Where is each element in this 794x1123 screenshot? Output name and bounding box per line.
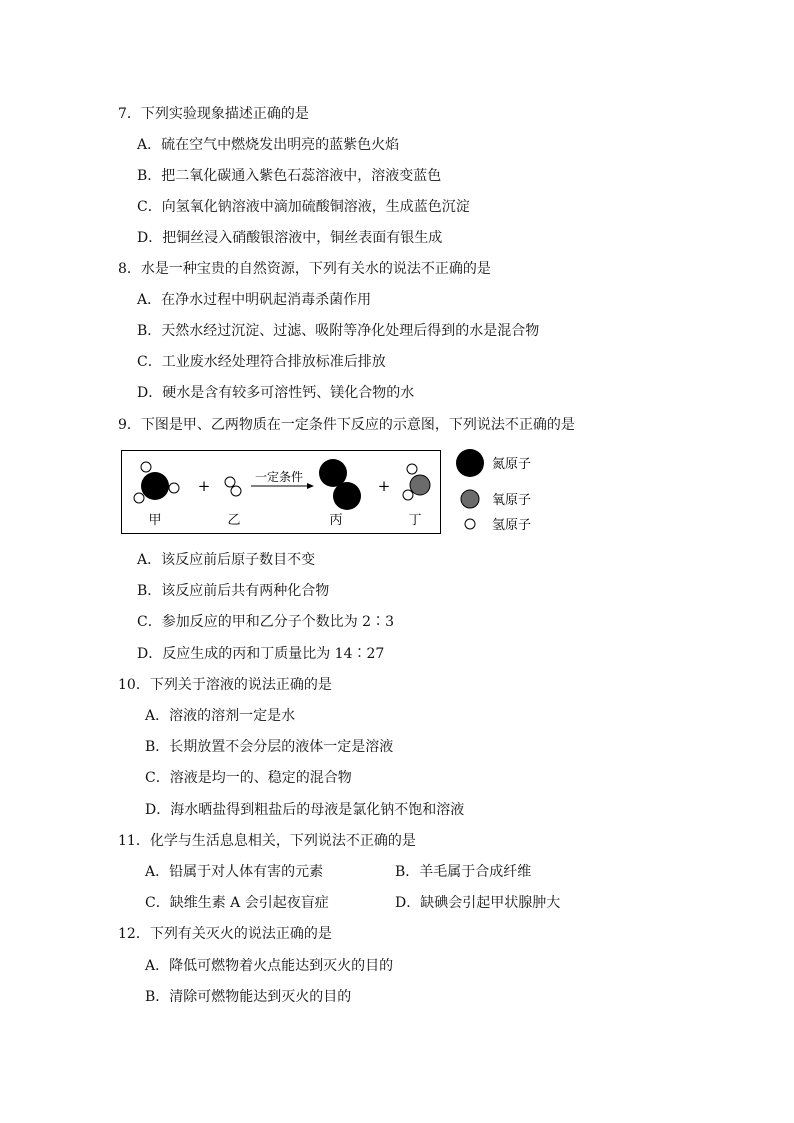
atom-legend <box>454 446 594 538</box>
q10-option-a: A．溶液的溶剂一定是水 <box>145 708 296 724</box>
q10-option-b: B．长期放置不会分层的液体一定是溶液 <box>145 739 394 755</box>
q10-stem: 10．下列关于溶液的说法正确的是 <box>118 677 332 693</box>
q8-option-b: B．天然水经过沉淀、过滤、吸附等净化处理后得到的水是混合物 <box>137 323 540 339</box>
label-ding: 丁 <box>408 513 422 528</box>
q11-stem: 11．化学与生活息息相关，下列说法不正确的是 <box>118 833 416 849</box>
q9-option-c: C．参加反应的甲和乙分子个数比为 2∶3 <box>137 614 394 630</box>
jia-nitrogen-atom <box>141 472 169 500</box>
atom-legend-svg <box>454 446 594 538</box>
legend-oxygen-icon <box>461 490 479 508</box>
reaction-diagram <box>121 450 441 534</box>
q7-option-c: C．向氢氧化钠溶液中滴加硫酸铜溶液，生成蓝色沉淀 <box>137 199 470 215</box>
q10-option-c: C．溶液是均一的、稳定的混合物 <box>145 770 352 786</box>
jia-hydrogen-atom-3 <box>169 483 179 493</box>
q9-option-a: A．该反应前后原子数目不变 <box>137 552 316 568</box>
bing-nitrogen-atom-2 <box>333 482 361 510</box>
q11-option-b: B．羊毛属于合成纤维 <box>395 864 532 880</box>
q7-stem: 7．下列实验现象描述正确的是 <box>118 106 309 122</box>
molecule-jia <box>134 462 179 503</box>
legend-nitrogen-icon <box>456 449 484 477</box>
jia-hydrogen-atom-2 <box>134 493 144 503</box>
label-yi: 乙 <box>227 513 241 528</box>
q8-stem: 8．水是一种宝贵的自然资源，下列有关水的说法不正确的是 <box>118 261 491 277</box>
jia-hydrogen-atom-1 <box>141 462 151 472</box>
q11-option-c: C．缺维生素 A 会引起夜盲症 <box>145 895 329 911</box>
q7-option-d: D．把铜丝浸入硝酸银溶液中，铜丝表面有银生成 <box>137 230 443 246</box>
q11-option-a: A．铅属于对人体有害的元素 <box>145 864 324 880</box>
q7-option-a: A．硫在空气中燃烧发出明亮的蓝紫色火焰 <box>137 137 400 153</box>
legend-hydrogen-icon <box>465 519 475 529</box>
ding-hydrogen-atom-2 <box>403 490 413 500</box>
reaction-diagram-svg <box>122 451 440 533</box>
q9-option-d: D．反应生成的丙和丁质量比为 14∶27 <box>137 646 385 662</box>
ding-oxygen-atom <box>410 475 430 495</box>
q8-option-a: A．在净水过程中明矾起消毒杀菌作用 <box>137 292 372 308</box>
label-bing: 丙 <box>329 513 343 528</box>
ding-hydrogen-atom-1 <box>407 464 417 474</box>
q9-stem: 9．下图是甲、乙两物质在一定条件下反应的示意图，下列说法不正确的是 <box>118 417 575 433</box>
legend-hydrogen-label: 氢原子 <box>492 518 532 533</box>
yi-atom-1 <box>225 477 235 487</box>
q7-option-b: B．把二氧化碳通入紫色石蕊溶液中，溶液变蓝色 <box>137 168 442 184</box>
yi-atom-2 <box>231 486 241 496</box>
q10-option-d: D．海水晒盐得到粗盐后的母液是氯化钠不饱和溶液 <box>145 802 465 818</box>
q9-option-b: B．该反应前后共有两种化合物 <box>137 583 330 599</box>
molecule-yi <box>225 477 241 496</box>
reaction-condition: 一定条件 <box>254 470 304 484</box>
legend-oxygen-label: 氧原子 <box>492 493 532 508</box>
q8-option-c: C．工业废水经处理符合排放标准后排放 <box>137 354 386 370</box>
q11-option-d: D．缺碘会引起甲状腺肿大 <box>395 895 561 911</box>
q8-option-d: D．硬水是含有较多可溶性钙、镁化合物的水 <box>137 385 415 401</box>
plus-sign-1: + <box>197 477 211 495</box>
legend-nitrogen-label: 氮原子 <box>492 457 532 472</box>
molecule-ding <box>403 464 430 500</box>
q12-option-a: A．降低可燃物着火点能达到灭火的目的 <box>145 958 394 974</box>
molecule-bing <box>319 459 361 510</box>
q12-stem: 12．下列有关灭火的说法正确的是 <box>118 926 332 942</box>
label-jia: 甲 <box>148 513 162 528</box>
q12-option-b: B．清除可燃物能达到灭火的目的 <box>145 989 352 1005</box>
plus-sign-2: + <box>377 477 391 495</box>
reaction-arrow-head <box>307 483 314 489</box>
